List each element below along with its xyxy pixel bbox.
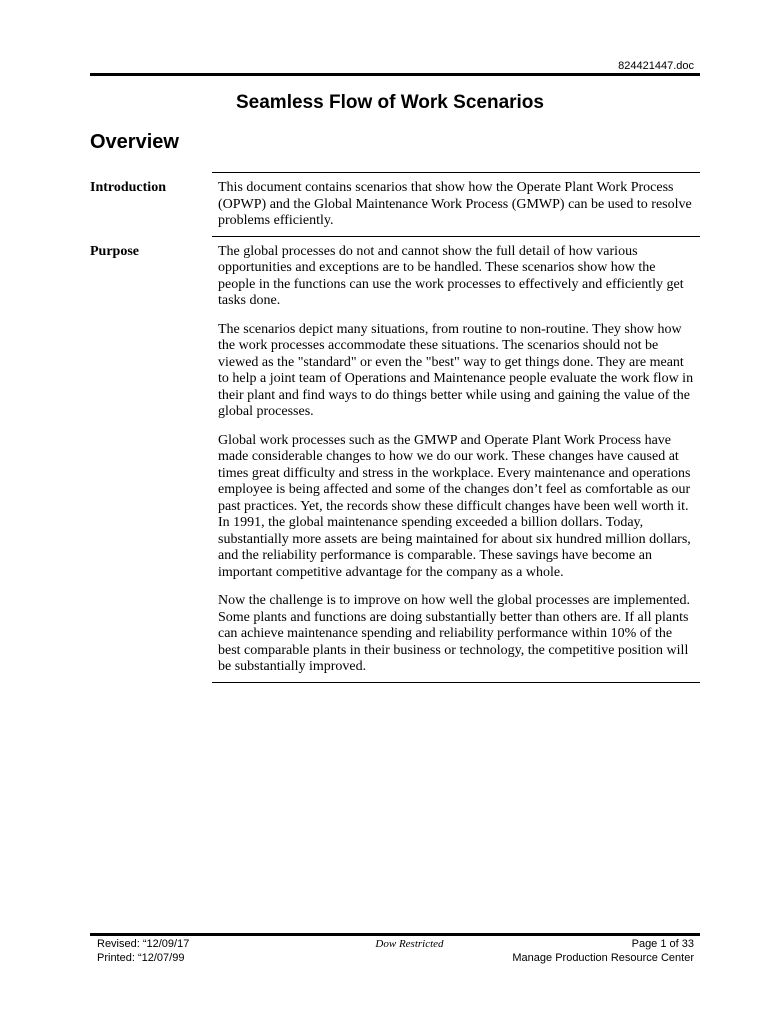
section-title: Overview [90, 131, 179, 153]
paragraph: The global processes do not and cannot show the full detail of how various opportunities and exceptions are to be handled. These scenarios show how the people in the functions can use the work processes to effectively and efficiently get tasks done. [218, 243, 684, 308]
block-body-purpose [212, 236, 700, 682]
paragraph: Global work processes such as the GMWP and Operate Plant Work Process have made considerable changes to how we do our work. These changes have caused at times great difficulty and stress in the workplace. Every maintenance and operations employee is being affected and some of the changes don’t feel as comfortable as our past practices. Yet, the records show these difficult changes have been well worth it. In 1991, the global maintenance spending exceeded a billion dollars. Today, substantially more assets are being maintained for about six hundred million dollars, and the reliability performance is comparable. These savings have become an important competitive advantage for the company as a whole. [218, 432, 691, 580]
paragraph: Now the challenge is to improve on how well the global processes are implemented. Some plants and functions are doing substantially better than others are. If all plants can achieve maintenance spending and reliability performance within 10% of the best comparable plants in their business or technology, the competitive position will be substantially improved. [218, 593, 690, 674]
header-rule [90, 73, 700, 76]
footer-rule [90, 933, 700, 936]
footer-page-info [512, 937, 694, 965]
block-purpose [90, 236, 700, 682]
footer-department: Manage Production Resource Center [512, 952, 694, 964]
header-filename: 824421447.doc [618, 60, 694, 72]
footer-classification: Dow Restricted [375, 938, 444, 950]
footer-printed: Printed: “12/07/99 [97, 952, 185, 964]
paragraph: This document contains scenarios that show how the Operate Plant Work Process (OPWP) and the Global Maintenance Work Process (GMWP) can be used to resolve problems efficiently. [218, 180, 692, 228]
footer-page-number: Page 1 of 33 [631, 938, 694, 950]
block-label-introduction: Introduction [90, 180, 166, 195]
document-title: Seamless Flow of Work Scenarios [236, 92, 544, 113]
block-label-purpose: Purpose [90, 243, 139, 259]
document-content [90, 172, 700, 683]
block-introduction [90, 172, 700, 236]
block-body-introduction [212, 172, 700, 236]
paragraph: The scenarios depict many situations, from routine to non-routine. They show how the work processes accommodate these situations. The scenarios should not be viewed as the "standard" or even the "best" way to get things done. They are meant to help a joint team of Operations and Maintenance people evaluate the work flow in their plant and find ways to do things better while using and gaining the value of the global processes. [218, 321, 694, 419]
footer-revised: Revised: “12/09/17 [97, 938, 190, 950]
content-end-rule [212, 682, 700, 683]
